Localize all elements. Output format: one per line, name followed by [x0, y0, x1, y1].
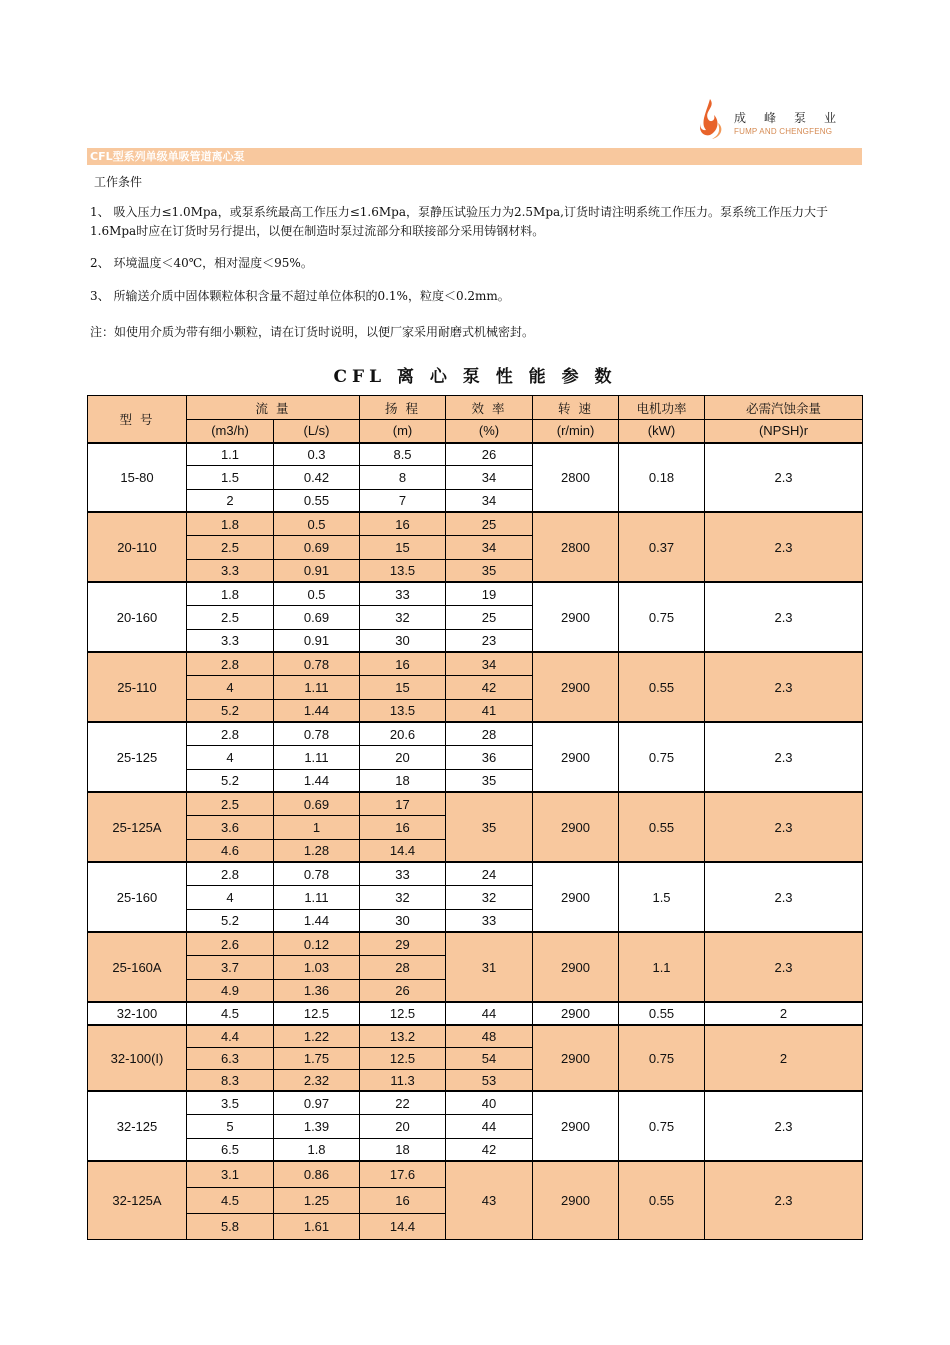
efficiency-pct: 44 [446, 1002, 533, 1025]
header-head: 扬 程 [360, 396, 446, 420]
speed-rpm: 2900 [533, 1091, 619, 1161]
flow-ls: 2.32 [274, 1069, 360, 1091]
section-heading: 工作条件 [94, 175, 143, 189]
motor-power: 1.1 [619, 932, 705, 1002]
header-flow-unit-ls: (L/s) [274, 420, 360, 443]
pump-group [88, 512, 863, 582]
head-m: 30 [360, 629, 446, 652]
efficiency-pct: 42 [446, 676, 533, 699]
efficiency-pct: 34 [446, 466, 533, 489]
header-efficiency: 效 率 [446, 396, 533, 420]
header-npsh-unit: (NPSH)r [705, 420, 863, 443]
pump-model: 32-125A [88, 1161, 187, 1239]
table-row [88, 792, 863, 815]
motor-power: 0.18 [619, 443, 705, 513]
npsh-required: 2.3 [705, 582, 863, 652]
motor-power: 0.75 [619, 1025, 705, 1091]
header-eff-unit: (%) [446, 420, 533, 443]
table-title: CFL 离 心 泵 性 能 参 数 [333, 367, 617, 387]
flow-m3h: 2.8 [187, 722, 274, 745]
flow-m3h: 5 [187, 1115, 274, 1138]
flow-ls: 0.69 [274, 606, 360, 629]
flow-ls: 1.36 [274, 979, 360, 1002]
head-m: 14.4 [360, 1213, 446, 1239]
flow-ls: 0.55 [274, 489, 360, 512]
efficiency-pct: 33 [446, 909, 533, 932]
header-flow: 流 量 [187, 396, 360, 420]
npsh-required: 2 [705, 1002, 863, 1025]
flow-m3h: 3.5 [187, 1091, 274, 1114]
flow-ls: 0.3 [274, 443, 360, 466]
flow-ls: 1.03 [274, 956, 360, 979]
flow-ls: 0.78 [274, 722, 360, 745]
flow-ls: 0.42 [274, 466, 360, 489]
efficiency-pct: 35 [446, 769, 533, 792]
flow-m3h: 5.8 [187, 1213, 274, 1239]
efficiency-pct: 42 [446, 1138, 533, 1161]
header-power-unit: (kW) [619, 420, 705, 443]
condition-3: 3、 所输送介质中固体颗粒体积含量不超过单位体积的0.1%，粒度＜0.2mm。 [90, 289, 510, 303]
motor-power: 0.55 [619, 1002, 705, 1025]
flow-ls: 0.5 [274, 512, 360, 535]
speed-rpm: 2900 [533, 652, 619, 722]
table-row [88, 932, 863, 955]
motor-power: 0.75 [619, 582, 705, 652]
pump-group [88, 443, 863, 513]
pump-group [88, 1025, 863, 1091]
header-flow-unit-m3h: (m3/h) [187, 420, 274, 443]
efficiency-pct: 25 [446, 606, 533, 629]
head-m: 14.4 [360, 839, 446, 862]
speed-rpm: 2900 [533, 1161, 619, 1239]
pump-model: 32-125 [88, 1091, 187, 1161]
flow-m3h: 4 [187, 676, 274, 699]
head-m: 33 [360, 862, 446, 885]
npsh-required: 2.3 [705, 1091, 863, 1161]
head-m: 8.5 [360, 443, 446, 466]
flow-ls: 1.28 [274, 839, 360, 862]
head-m: 11.3 [360, 1069, 446, 1091]
flow-ls: 0.78 [274, 862, 360, 885]
efficiency-pct: 25 [446, 512, 533, 535]
flow-ls: 1.44 [274, 909, 360, 932]
head-m: 20 [360, 746, 446, 769]
flow-ls: 1.44 [274, 699, 360, 722]
flow-m3h: 4.4 [187, 1025, 274, 1047]
table-row [88, 512, 863, 535]
note-text: 注：如使用介质为带有细小颗粒，请在订货时说明，以便厂家采用耐磨式机械密封。 [90, 325, 535, 339]
flow-m3h: 3.3 [187, 559, 274, 582]
speed-rpm: 2900 [533, 1002, 619, 1025]
performance-table [87, 395, 863, 1240]
flow-m3h: 1.5 [187, 466, 274, 489]
flow-ls: 0.91 [274, 559, 360, 582]
speed-rpm: 2900 [533, 722, 619, 792]
head-m: 32 [360, 886, 446, 909]
efficiency-pct: 36 [446, 746, 533, 769]
header-power: 电机功率 [619, 396, 705, 420]
speed-rpm: 2900 [533, 582, 619, 652]
flow-ls: 0.5 [274, 582, 360, 605]
flow-m3h: 4.6 [187, 839, 274, 862]
head-m: 33 [360, 582, 446, 605]
motor-power: 0.55 [619, 1161, 705, 1239]
flow-m3h: 5.2 [187, 769, 274, 792]
document-title-bar: CFL型系列单级单吸管道离心泵 [87, 148, 862, 165]
head-m: 18 [360, 1138, 446, 1161]
motor-power: 0.37 [619, 512, 705, 582]
flow-m3h: 3.6 [187, 816, 274, 839]
npsh-required: 2 [705, 1025, 863, 1091]
flow-ls: 0.12 [274, 932, 360, 955]
head-m: 15 [360, 676, 446, 699]
brand-name-en: FUMP AND CHENGFENG [734, 127, 833, 136]
table-row [88, 1091, 863, 1114]
head-m: 20 [360, 1115, 446, 1138]
efficiency-pct: 26 [446, 443, 533, 466]
head-m: 13.5 [360, 559, 446, 582]
head-m: 13.5 [360, 699, 446, 722]
efficiency-pct: 40 [446, 1091, 533, 1114]
pump-model: 25-110 [88, 652, 187, 722]
flow-ls: 1.11 [274, 676, 360, 699]
head-m: 18 [360, 769, 446, 792]
motor-power: 0.75 [619, 722, 705, 792]
speed-rpm: 2900 [533, 1025, 619, 1091]
efficiency-pct: 35 [446, 792, 533, 862]
flow-ls: 1.11 [274, 886, 360, 909]
motor-power: 0.55 [619, 792, 705, 862]
flow-m3h: 1.1 [187, 443, 274, 466]
header-speed: 转 速 [533, 396, 619, 420]
efficiency-pct: 32 [446, 886, 533, 909]
speed-rpm: 2900 [533, 792, 619, 862]
head-m: 16 [360, 512, 446, 535]
head-m: 15 [360, 536, 446, 559]
flow-ls: 1.61 [274, 1213, 360, 1239]
header-speed-unit: (r/min) [533, 420, 619, 443]
head-m: 22 [360, 1091, 446, 1114]
table-row [88, 652, 863, 675]
head-m: 7 [360, 489, 446, 512]
pump-model: 32-100(I) [88, 1025, 187, 1091]
head-m: 17.6 [360, 1161, 446, 1187]
head-m: 29 [360, 932, 446, 955]
head-m: 12.5 [360, 1002, 446, 1025]
pump-model: 32-100 [88, 1002, 187, 1025]
pump-group [88, 862, 863, 932]
efficiency-pct: 23 [446, 629, 533, 652]
flow-ls: 12.5 [274, 1002, 360, 1025]
efficiency-pct: 48 [446, 1025, 533, 1047]
pump-model: 25-160A [88, 932, 187, 1002]
flow-ls: 0.91 [274, 629, 360, 652]
head-m: 17 [360, 792, 446, 815]
npsh-required: 2.3 [705, 443, 863, 513]
efficiency-pct: 53 [446, 1069, 533, 1091]
efficiency-pct: 54 [446, 1047, 533, 1069]
flow-m3h: 2.5 [187, 606, 274, 629]
flow-m3h: 3.7 [187, 956, 274, 979]
pump-group [88, 1161, 863, 1239]
flow-ls: 0.97 [274, 1091, 360, 1114]
table-row [88, 722, 863, 745]
flow-ls: 1.44 [274, 769, 360, 792]
efficiency-pct: 24 [446, 862, 533, 885]
table-row [88, 1002, 863, 1025]
flow-m3h: 4 [187, 746, 274, 769]
efficiency-pct: 44 [446, 1115, 533, 1138]
table-row [88, 443, 863, 466]
flow-ls: 1.39 [274, 1115, 360, 1138]
pump-group [88, 792, 863, 862]
npsh-required: 2.3 [705, 1161, 863, 1239]
efficiency-pct: 35 [446, 559, 533, 582]
flow-m3h: 6.5 [187, 1138, 274, 1161]
flow-m3h: 1.8 [187, 582, 274, 605]
flow-ls: 1.25 [274, 1187, 360, 1213]
table-row [88, 1025, 863, 1047]
npsh-required: 2.3 [705, 512, 863, 582]
pump-model: 15-80 [88, 443, 187, 513]
head-m: 16 [360, 1187, 446, 1213]
table-row [88, 862, 863, 885]
npsh-required: 2.3 [705, 932, 863, 1002]
table-row [88, 582, 863, 605]
head-m: 26 [360, 979, 446, 1002]
flow-m3h: 1.8 [187, 512, 274, 535]
flow-ls: 1.75 [274, 1047, 360, 1069]
flow-ls: 1.11 [274, 746, 360, 769]
npsh-required: 2.3 [705, 792, 863, 862]
flow-m3h: 6.3 [187, 1047, 274, 1069]
condition-2: 2、 环境温度＜40℃，相对湿度＜95%。 [90, 256, 313, 270]
pump-group [88, 582, 863, 652]
flow-ls: 0.78 [274, 652, 360, 675]
flame-logo-icon [696, 97, 730, 143]
flow-m3h: 4.9 [187, 979, 274, 1002]
flow-m3h: 2.5 [187, 792, 274, 815]
pump-group [88, 932, 863, 1002]
flow-m3h: 3.1 [187, 1161, 274, 1187]
speed-rpm: 2900 [533, 862, 619, 932]
efficiency-pct: 34 [446, 536, 533, 559]
pump-model: 20-110 [88, 512, 187, 582]
flow-m3h: 5.2 [187, 699, 274, 722]
flow-m3h: 4.5 [187, 1187, 274, 1213]
speed-rpm: 2800 [533, 512, 619, 582]
flow-m3h: 8.3 [187, 1069, 274, 1091]
efficiency-pct: 34 [446, 489, 533, 512]
pump-group [88, 722, 863, 792]
efficiency-pct: 28 [446, 722, 533, 745]
npsh-required: 2.3 [705, 722, 863, 792]
motor-power: 0.75 [619, 1091, 705, 1161]
motor-power: 0.55 [619, 652, 705, 722]
pump-group [88, 652, 863, 722]
flow-ls: 1 [274, 816, 360, 839]
flow-m3h: 5.2 [187, 909, 274, 932]
head-m: 12.5 [360, 1047, 446, 1069]
motor-power: 1.5 [619, 862, 705, 932]
pump-group [88, 1091, 863, 1161]
flow-ls: 0.86 [274, 1161, 360, 1187]
pump-model: 25-125 [88, 722, 187, 792]
head-m: 32 [360, 606, 446, 629]
header-model: 型 号 [88, 396, 187, 443]
flow-ls: 0.69 [274, 792, 360, 815]
speed-rpm: 2800 [533, 443, 619, 513]
head-m: 8 [360, 466, 446, 489]
flow-ls: 1.8 [274, 1138, 360, 1161]
efficiency-pct: 19 [446, 582, 533, 605]
company-logo [696, 97, 856, 143]
flow-m3h: 2 [187, 489, 274, 512]
efficiency-pct: 34 [446, 652, 533, 675]
flow-m3h: 2.8 [187, 652, 274, 675]
head-m: 28 [360, 956, 446, 979]
brand-name-cn: 成峰泵业 [734, 111, 855, 125]
pump-group [88, 1002, 863, 1025]
flow-m3h: 4 [187, 886, 274, 909]
flow-ls: 1.22 [274, 1025, 360, 1047]
header-npsh: 必需汽蚀余量 [705, 396, 863, 420]
efficiency-pct: 43 [446, 1161, 533, 1239]
head-m: 30 [360, 909, 446, 932]
flow-m3h: 2.5 [187, 536, 274, 559]
npsh-required: 2.3 [705, 862, 863, 932]
header-head-unit: (m) [360, 420, 446, 443]
head-m: 20.6 [360, 722, 446, 745]
flow-m3h: 3.3 [187, 629, 274, 652]
npsh-required: 2.3 [705, 652, 863, 722]
head-m: 16 [360, 652, 446, 675]
flow-m3h: 4.5 [187, 1002, 274, 1025]
pump-model: 25-125A [88, 792, 187, 862]
head-m: 16 [360, 816, 446, 839]
efficiency-pct: 31 [446, 932, 533, 1002]
pump-model: 20-160 [88, 582, 187, 652]
speed-rpm: 2900 [533, 932, 619, 1002]
table-row [88, 1161, 863, 1187]
efficiency-pct: 41 [446, 699, 533, 722]
head-m: 13.2 [360, 1025, 446, 1047]
condition-1: 1、 吸入压力≤1.0Mpa，或泵系统最高工作压力≤1.6Mpa，泵静压试验压力为2.5Mpa,订货时请注明系统工作压力。泵系统工作压力大于1.6Mpa时应在订货时另行提出，以便在制造时泵过流部分和联接部分采用铸钢材料。 [90, 205, 828, 238]
flow-ls: 0.69 [274, 536, 360, 559]
flow-m3h: 2.8 [187, 862, 274, 885]
flow-m3h: 2.6 [187, 932, 274, 955]
pump-model: 25-160 [88, 862, 187, 932]
